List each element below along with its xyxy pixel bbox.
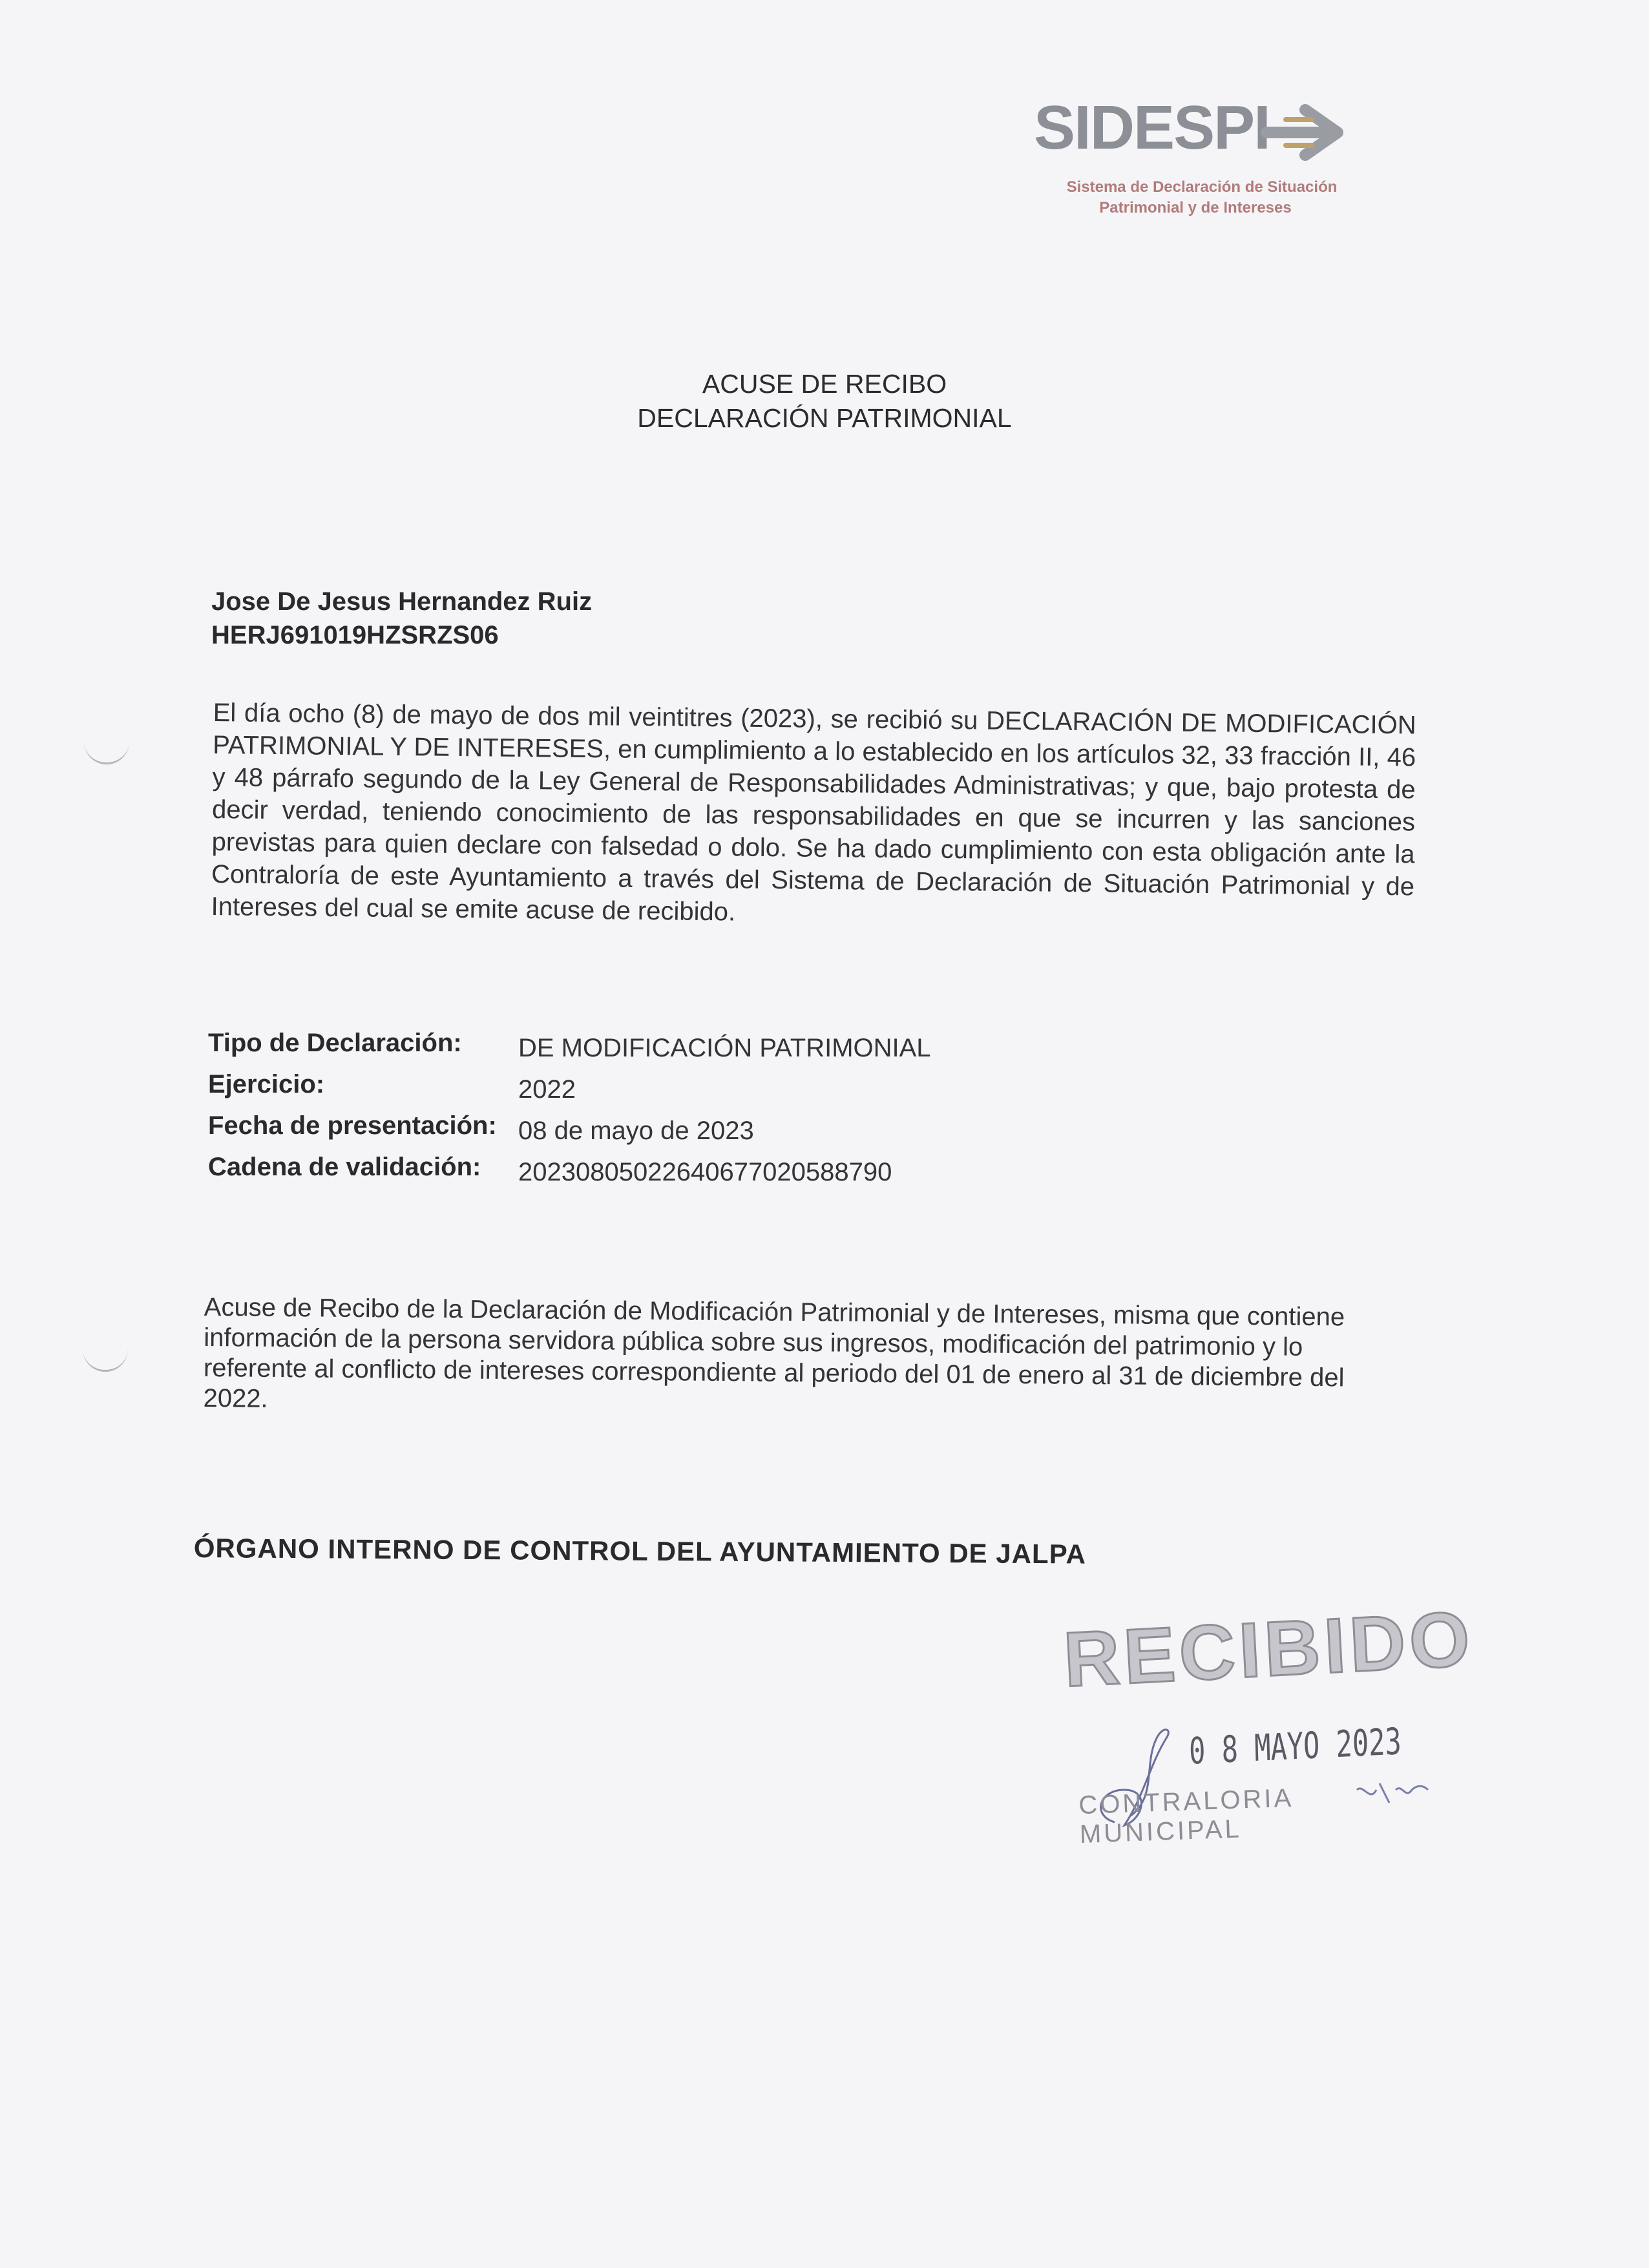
field-value: 2022	[518, 1075, 576, 1104]
sidespi-logo	[1034, 93, 1370, 220]
declarant-info	[211, 585, 592, 652]
document-title	[501, 367, 1148, 436]
logo-wordmark: SIDESPI	[1034, 93, 1270, 162]
logo-tagline-line1: Sistema de Declaración de Situación	[1066, 178, 1338, 196]
received-stamp	[1053, 1595, 1476, 1849]
punch-mark	[83, 1344, 128, 1372]
punch-mark	[84, 737, 129, 764]
logo-tagline-line2: Patrimonial y de Intereses	[1099, 199, 1292, 216]
field-label: Cadena de validación:	[208, 1153, 481, 1181]
field-value: 20230805022640677020588790	[518, 1158, 892, 1186]
title-line1: ACUSE DE RECIBO	[702, 369, 947, 399]
declarant-rfc: HERJ691019HZSRZS06	[211, 621, 499, 649]
stamp-word: RECIBIDO	[1061, 1595, 1476, 1704]
arrow-icon	[1260, 97, 1357, 168]
field-label: Fecha de presentación:	[208, 1111, 497, 1140]
field-value: DE MODIFICACIÓN PATRIMONIAL	[518, 1034, 931, 1062]
issuing-organ: ÓRGANO INTERNO DE CONTROL DEL AYUNTAMIENTO DE JALPA	[193, 1533, 1087, 1570]
declarant-name: Jose De Jesus Hernandez Ruiz	[211, 587, 593, 616]
title-line2: DECLARACIÓN PATRIMONIAL	[637, 403, 1012, 434]
field-label: Ejercicio:	[208, 1070, 325, 1098]
receipt-paragraph: El día ocho (8) de mayo de dos mil veintitres (2023), se recibió su DECLARACIÓN DE MODIFICACIÓN PATRIMONIAL Y DE INTERESES, en cumplimiento a lo establecido en los artículos 32, 33 fracción II, 46 y 48 párrafo segundo de la Ley General de Responsabilidades Administrativas; y que, bajo protesta de decir verdad, teniendo conocimiento de las responsabilidades en que se incurren y las sanciones previstas para quien declare con falsedad o dolo. Se ha dado cumplimiento con esta obligación ante la Contraloría de este Ayuntamiento a través del Sistema de Declaración de Situación Patrimonial y de Intereses del cual se emite acuse de recibido.	[211, 698, 1416, 927]
field-value: 08 de mayo de 2023	[518, 1117, 754, 1145]
stamp-department: CONTRALORIA MUNICIPAL	[1078, 1783, 1293, 1849]
stamp-date: 0 8 MAYO 2023	[1188, 1719, 1402, 1773]
field-label: Tipo de Declaración:	[208, 1029, 462, 1057]
summary-paragraph: Acuse de Recibo de la Declaración de Modificación Patrimonial y de Intereses, misma que contiene información de la persona servidora pública sobre sus ingresos, modificación del patrimonio y lo referente al conflicto de intereses correspondiente al periodo del 01 de enero al 31 de diciembre del 2022.	[203, 1293, 1345, 1413]
